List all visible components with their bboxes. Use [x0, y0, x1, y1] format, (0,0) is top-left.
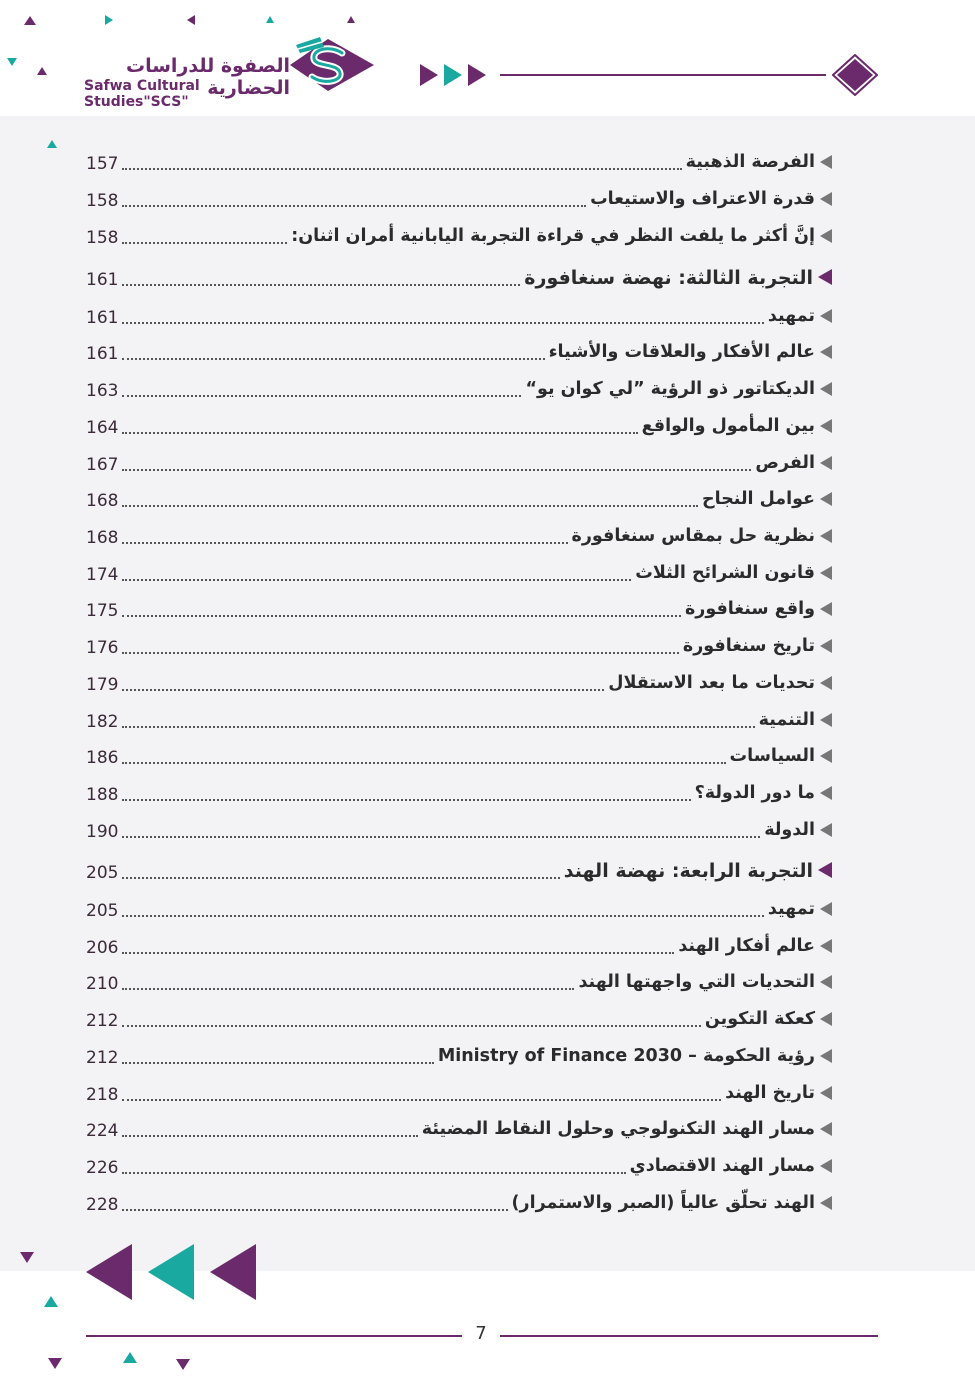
- toc-leader-dots: [122, 1135, 418, 1137]
- bullet-arrow-icon: [820, 1159, 832, 1173]
- toc-entry-row[interactable]: [86, 483, 832, 511]
- decor-triangle-icon: [123, 1352, 137, 1363]
- toc-entry-row[interactable]: [86, 593, 832, 621]
- decor-triangle-icon: [7, 58, 17, 66]
- toc-leader-dots: [122, 395, 521, 397]
- toc-entry-title: التنمية: [758, 710, 815, 730]
- toc-page-number: 158: [86, 191, 119, 211]
- toc-entry-title: التجربة الرابعة: نهضة الهند: [563, 860, 813, 882]
- bullet-arrow-icon: [820, 786, 832, 800]
- bullet-arrow-icon: [820, 155, 832, 169]
- toc-entry-row[interactable]: [86, 704, 832, 732]
- toc-page-number: 212: [86, 1048, 119, 1068]
- decor-triangle-icon: [44, 1296, 58, 1307]
- toc-entry-title: ما دور الدولة؟: [694, 783, 815, 803]
- toc-page-number: 186: [86, 748, 119, 768]
- toc-entry-row[interactable]: [86, 1187, 832, 1215]
- toc-leader-dots: [122, 915, 764, 917]
- decor-triangle-icon: [24, 16, 36, 25]
- logo-arabic-name: الصفوة للدراسات الحضارية: [125, 55, 290, 99]
- back-arrows-icon: [86, 1244, 258, 1300]
- toc-entry-title: عوامل النجاح: [702, 489, 815, 509]
- toc-entry-row[interactable]: [86, 336, 832, 364]
- toc-page-number: 161: [86, 270, 119, 290]
- toc-leader-dots: [122, 652, 679, 654]
- toc-leader-dots: [122, 284, 520, 286]
- bullet-arrow-icon: [820, 676, 832, 690]
- toc-page-number: 168: [86, 528, 119, 548]
- toc-leader-dots: [122, 1209, 508, 1211]
- bullet-arrow-icon: [820, 602, 832, 616]
- toc-page-number: 163: [86, 381, 119, 401]
- toc-entry-title: عالم الأفكار والعلاقات والأشياء: [548, 342, 815, 362]
- toc-leader-dots: [122, 877, 560, 879]
- bullet-arrow-icon: [820, 1196, 832, 1210]
- toc-leader-dots: [122, 952, 674, 954]
- toc-entry-title: قانون الشرائح الثلاث: [635, 563, 815, 583]
- bullet-arrow-icon: [820, 456, 832, 470]
- bullet-arrow-icon: [820, 1012, 832, 1026]
- toc-page-number: 188: [86, 785, 119, 805]
- toc-entry-row[interactable]: [86, 893, 832, 921]
- toc-leader-dots: [122, 432, 638, 434]
- bullet-arrow-icon: [820, 382, 832, 396]
- arrows-icon: [420, 64, 492, 86]
- toc-page-number: 174: [86, 565, 119, 585]
- toc-entry-title: رؤية الحكومة – Ministry of Finance 2030: [437, 1046, 815, 1066]
- toc-page-number: 168: [86, 491, 119, 511]
- toc-entry-title: التحديات التي واجهتها الهند: [578, 972, 815, 992]
- toc-entry-title: نظرية حل بمقاس سنغافورة: [571, 526, 815, 546]
- toc-page-number: 218: [86, 1085, 119, 1105]
- bullet-arrow-icon: [820, 229, 832, 243]
- bullet-arrow-icon: [818, 269, 832, 285]
- toc-entry-title: تاريخ الهند: [725, 1083, 815, 1103]
- decor-triangle-icon: [47, 140, 57, 148]
- toc-leader-dots: [122, 358, 545, 360]
- toc-page-number: 179: [86, 675, 119, 695]
- toc-entry-row[interactable]: [86, 966, 832, 994]
- toc-page-number: 157: [86, 154, 119, 174]
- bullet-arrow-icon: [820, 823, 832, 837]
- toc-entry-title: قدرة الاعتراف والاستيعاب: [590, 189, 815, 209]
- toc-entry-title: بين المأمول والواقع: [641, 416, 815, 436]
- toc-leader-dots: [122, 836, 760, 838]
- bullet-arrow-icon: [820, 939, 832, 953]
- page-header: [0, 0, 975, 116]
- toc-entry-title: تمهيد: [767, 899, 815, 919]
- toc-leader-dots: [122, 726, 755, 728]
- bullet-arrow-icon: [820, 749, 832, 763]
- toc-page-number: 190: [86, 822, 119, 842]
- toc-leader-dots: [122, 1172, 626, 1174]
- footer-divider-left: [86, 1335, 462, 1337]
- toc-entry-title: الفرص: [755, 453, 815, 473]
- toc-entry-row[interactable]: [86, 183, 832, 211]
- toc-entry-row[interactable]: [86, 777, 832, 805]
- bullet-arrow-icon: [820, 1049, 832, 1063]
- bullet-arrow-icon: [820, 1086, 832, 1100]
- toc-entry-title: الديكتاتور ذو الرؤية ”لي كوان يو“: [525, 379, 815, 399]
- toc-entry-title: تحديات ما بعد الاستقلال: [608, 673, 815, 693]
- header-divider: [500, 74, 826, 76]
- bullet-arrow-icon: [820, 529, 832, 543]
- toc-page-number: 206: [86, 938, 119, 958]
- logo-english-name: Safwa Cultural Studies"SCS": [84, 78, 200, 110]
- toc-entry-title: واقع سنغافورة: [684, 599, 815, 619]
- toc-leader-dots: [122, 1099, 721, 1101]
- toc-entry-row[interactable]: [86, 1113, 832, 1141]
- decor-triangle-icon: [37, 67, 47, 75]
- toc-leader-dots: [122, 1062, 434, 1064]
- toc-entry-row[interactable]: [86, 740, 832, 768]
- toc-page-number: 161: [86, 308, 119, 328]
- decor-triangle-icon: [176, 1359, 190, 1370]
- toc-entry-title: تاريخ سنغافورة: [682, 636, 815, 656]
- toc-entry-title: الفرصة الذهبية: [685, 152, 815, 172]
- toc-leader-dots: [122, 762, 726, 764]
- toc-leader-dots: [122, 542, 568, 544]
- toc-page-number: 167: [86, 455, 119, 475]
- toc-entry-title: السياسات: [729, 746, 815, 766]
- bullet-arrow-icon: [820, 345, 832, 359]
- toc-page-number: 182: [86, 712, 119, 732]
- toc-entry-row[interactable]: [86, 814, 832, 842]
- page-number: 7: [475, 1323, 487, 1344]
- toc-leader-dots: [122, 205, 586, 207]
- decor-triangle-icon: [105, 15, 113, 25]
- bullet-arrow-icon: [820, 566, 832, 580]
- footer-divider-right: [500, 1335, 878, 1337]
- toc-page-number: 158: [86, 228, 119, 248]
- toc-entry-title: كعكة التكوين: [704, 1009, 815, 1029]
- toc-page-number: 226: [86, 1158, 119, 1178]
- bullet-arrow-icon: [820, 419, 832, 433]
- toc-leader-dots: [122, 988, 574, 990]
- decor-triangle-icon: [48, 1358, 62, 1369]
- toc-page-number: 176: [86, 638, 119, 658]
- toc-entry-title: الدولة: [764, 820, 815, 840]
- toc-entry-row[interactable]: [86, 373, 832, 401]
- toc-leader-dots: [122, 322, 764, 324]
- toc-entry-row[interactable]: [86, 220, 832, 248]
- toc-entry-row[interactable]: [86, 557, 832, 585]
- toc-entry-row[interactable]: [86, 1150, 832, 1178]
- toc-page-number: 205: [86, 863, 119, 883]
- toc-page-number: 164: [86, 418, 119, 438]
- bullet-arrow-icon: [820, 902, 832, 916]
- bullet-arrow-icon: [820, 639, 832, 653]
- bullet-arrow-icon: [820, 1122, 832, 1136]
- toc-leader-dots: [122, 689, 604, 691]
- scs-logo-icon: [290, 35, 376, 95]
- toc-entry-row[interactable]: [86, 410, 832, 438]
- toc-entry-row[interactable]: [86, 1077, 832, 1105]
- toc-entry-row[interactable]: [86, 667, 832, 695]
- toc-page-number: 205: [86, 901, 119, 921]
- toc-leader-dots: [122, 242, 287, 244]
- bullet-arrow-icon: [818, 862, 832, 878]
- toc-entry-row[interactable]: [86, 146, 832, 174]
- toc-page-number: 228: [86, 1195, 119, 1215]
- toc-leader-dots: [122, 469, 751, 471]
- toc-entry-title: إنَّ أكثر ما يلفت النظر في قراءة التجربة اليابانية أمران اثنان:: [291, 226, 815, 246]
- toc-entry-row[interactable]: [86, 1003, 832, 1031]
- toc-entry-row[interactable]: [86, 520, 832, 548]
- toc-entry-title: مسار الهند الاقتصادي: [629, 1156, 815, 1176]
- decor-triangle-icon: [187, 15, 195, 25]
- bullet-arrow-icon: [820, 713, 832, 727]
- toc-entry-row[interactable]: [86, 630, 832, 658]
- toc-page-number: 175: [86, 601, 119, 621]
- bullet-arrow-icon: [820, 309, 832, 323]
- bullet-arrow-icon: [820, 975, 832, 989]
- toc-leader-dots: [122, 579, 631, 581]
- toc-leader-dots: [122, 505, 698, 507]
- decor-triangle-icon: [347, 16, 355, 23]
- toc-entry-row[interactable]: [86, 447, 832, 475]
- toc-leader-dots: [122, 1025, 701, 1027]
- toc-chapter-row[interactable]: [86, 262, 832, 290]
- toc-page-number: 161: [86, 344, 119, 364]
- toc-chapter-row[interactable]: [86, 855, 832, 883]
- toc-leader-dots: [122, 615, 681, 617]
- toc-page-number: 224: [86, 1121, 119, 1141]
- toc-entry-title: تمهيد: [767, 306, 815, 326]
- toc-entry-row[interactable]: [86, 300, 832, 328]
- toc-entry-row[interactable]: [86, 1040, 832, 1068]
- toc-entry-title: الهند تحلّق عالياً (الصبر والاستمرار): [511, 1193, 815, 1213]
- toc-entry-title: مسار الهند التكنولوجي وحلول النقاط المضيئة: [421, 1119, 815, 1139]
- toc-entry-title: عالم أفكار الهند: [678, 936, 815, 956]
- toc-entry-row[interactable]: [86, 930, 832, 958]
- toc-entry-title: التجربة الثالثة: نهضة سنغافورة: [524, 267, 813, 289]
- decor-triangle-icon: [266, 16, 274, 23]
- toc-page-number: 210: [86, 974, 119, 994]
- bullet-arrow-icon: [820, 192, 832, 206]
- toc-leader-dots: [122, 799, 691, 801]
- toc-leader-dots: [122, 168, 682, 170]
- toc-page-number: 212: [86, 1011, 119, 1031]
- decor-triangle-icon: [20, 1252, 34, 1263]
- bullet-arrow-icon: [820, 492, 832, 506]
- diamond-icon: [832, 54, 878, 96]
